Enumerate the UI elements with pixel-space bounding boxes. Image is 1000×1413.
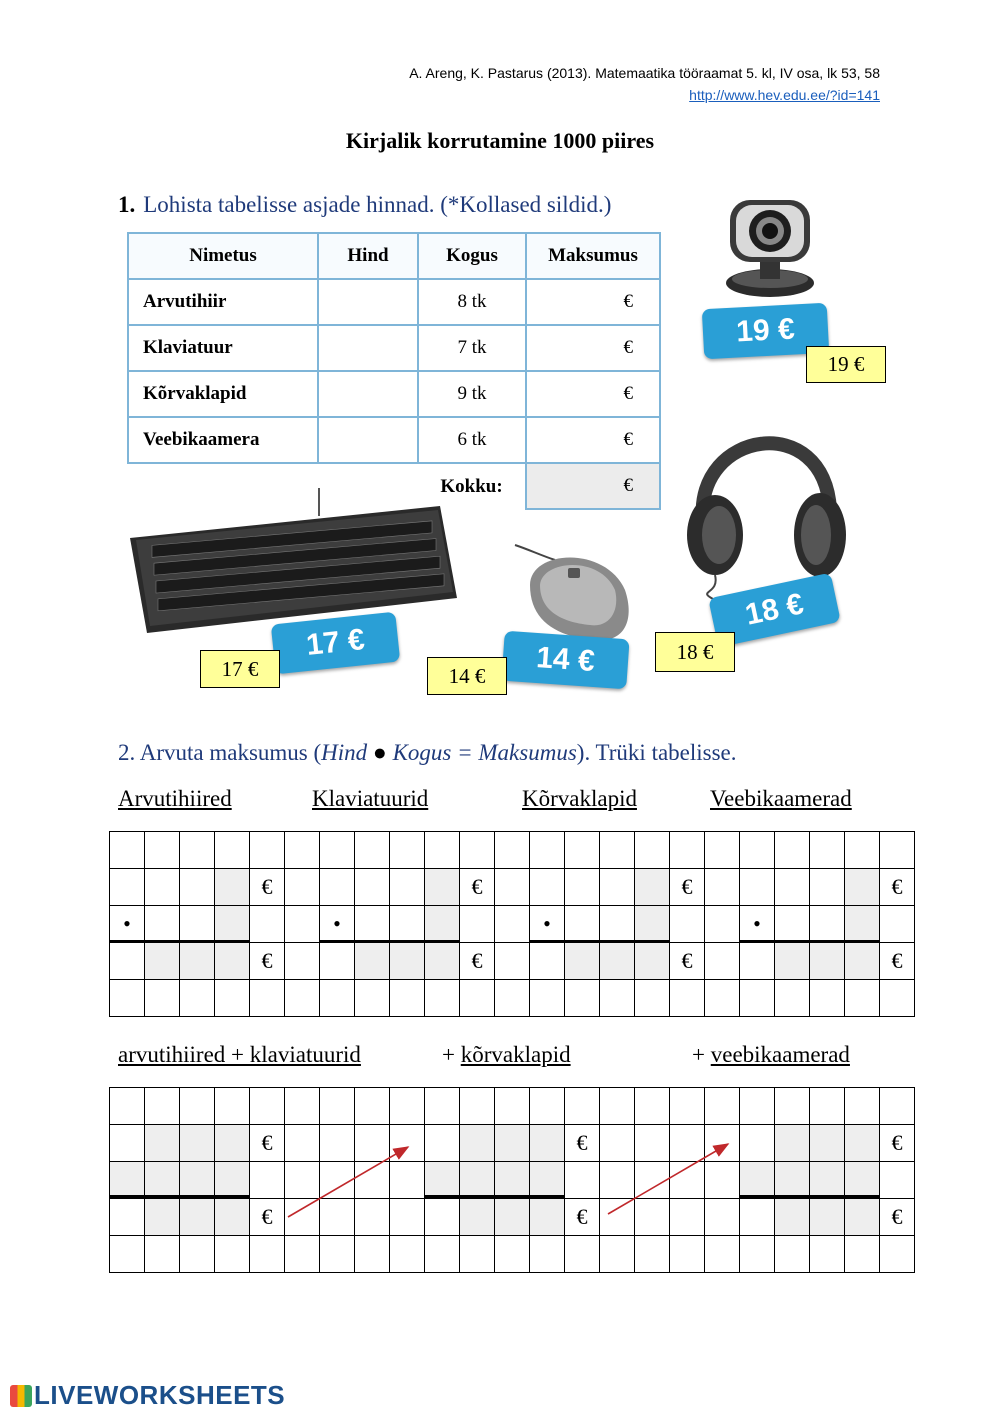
grid-cell[interactable] [775,943,810,980]
grid-cell[interactable] [845,943,880,980]
grid-cell[interactable] [635,869,670,906]
euro-sign: € [565,1199,600,1236]
row-total-cell[interactable]: € [526,371,660,417]
grid-cell[interactable] [285,943,320,980]
grid-cell[interactable] [180,1236,215,1273]
grid-cell[interactable] [110,1125,145,1162]
grid-cell[interactable] [740,869,775,906]
grand-total-cell[interactable]: € [526,463,660,509]
grid-cell[interactable] [250,1236,285,1273]
footer-text: LIVEWORKSHEETS [34,1380,286,1410]
euro-sign: € [880,869,915,906]
euro-sign: € [460,943,495,980]
grid-cell[interactable] [495,943,530,980]
grid-cell[interactable] [810,906,845,943]
grid-cell[interactable] [145,1236,180,1273]
grid-cell[interactable] [775,906,810,943]
price-drop-cell[interactable] [318,417,418,463]
row-total-cell[interactable]: € [526,417,660,463]
formula-total: Maksumus [478,740,577,765]
grid-cell[interactable] [390,980,425,1017]
row-qty: 9 tk [418,371,526,417]
grid-cell[interactable] [180,1088,215,1125]
label-headphones: Kõrvaklapid [522,786,637,811]
grid-cell[interactable] [215,980,250,1017]
grid-cell[interactable] [285,869,320,906]
grid-cell[interactable] [845,1088,880,1125]
col-header-name: Nimetus [128,233,318,279]
grid-row [110,943,915,980]
headphones-answer-box[interactable]: 18 € [655,632,735,672]
grid-cell[interactable] [460,906,495,943]
grid-cell[interactable] [215,906,250,943]
grid-cell[interactable] [740,1199,775,1236]
grid-cell[interactable] [810,1088,845,1125]
grid-cell[interactable] [880,1088,915,1125]
multiplication-grid [109,831,915,1017]
grid-cell[interactable] [705,869,740,906]
row-name: Kõrvaklapid [128,371,318,417]
grid-cell[interactable] [600,1088,635,1125]
grid-cell[interactable] [705,906,740,943]
grid-cell[interactable] [775,832,810,869]
row-name: Veebikaamera [128,417,318,463]
row-name: Klaviatuur [128,325,318,371]
headphones-price-tag: 18 € [708,573,841,648]
grid-cell[interactable] [635,1236,670,1273]
grid-row [110,1088,915,1125]
grid-cell[interactable] [145,1125,180,1162]
carry-arrows [280,1135,740,1225]
grid-row [110,980,915,1017]
grid-cell[interactable] [110,980,145,1017]
row-qty: 8 tk [418,279,526,325]
grid-cell[interactable] [215,1199,250,1236]
grid-cell[interactable] [145,1088,180,1125]
grid-cell[interactable] [390,1236,425,1273]
grid-cell[interactable] [180,943,215,980]
grid-cell[interactable] [390,832,425,869]
carry-arrow [288,1147,408,1217]
grid-cell[interactable] [110,1088,145,1125]
keyboard-price-tag: 17 € [271,612,401,675]
source-link[interactable]: http://www.hev.edu.ee/?id=141 [689,87,880,103]
grid-cell[interactable] [215,832,250,869]
grid-cell[interactable] [705,1236,740,1273]
grid-cell[interactable] [740,1088,775,1125]
grid-cell[interactable] [145,1162,180,1199]
grid-cell[interactable] [495,1236,530,1273]
grid-cell[interactable] [460,832,495,869]
grid-cell[interactable] [180,980,215,1017]
formula-dot: ● [372,740,387,765]
grid-cell[interactable] [285,1236,320,1273]
grid-cell[interactable] [565,1236,600,1273]
result-line [740,940,880,943]
grid-cell[interactable] [775,1125,810,1162]
grid-row [110,832,915,869]
grid-cell[interactable] [320,980,355,1017]
grid-cell[interactable] [880,980,915,1017]
webcam-price-tag: 19 € [702,303,829,359]
task2-heading [118,740,737,766]
webcam-image [720,195,820,303]
task1-heading [118,192,611,218]
grid-cell[interactable] [110,943,145,980]
col-header-total: Maksumus [526,233,660,279]
grid-cell[interactable] [530,943,565,980]
label-mice: Arvutihiired [118,786,232,811]
result-line [109,1195,249,1198]
logo-icon [10,1385,32,1407]
grid-cell[interactable] [880,1236,915,1273]
grid-cell[interactable] [250,906,285,943]
grid-cell[interactable] [110,1162,145,1199]
plus-sign: + [442,1042,455,1067]
grid-cell[interactable] [705,943,740,980]
grid-cell[interactable] [600,906,635,943]
grid-cell[interactable] [670,1088,705,1125]
price-drop-cell[interactable] [318,371,418,417]
task2-suffix: ). Trüki tabelisse. [576,740,737,765]
webcam-answer-box[interactable]: 19 € [806,346,886,383]
grid-cell[interactable] [740,980,775,1017]
row-total-cell[interactable]: € [526,325,660,371]
grid-cell[interactable] [390,906,425,943]
grid-cell[interactable] [810,1236,845,1273]
euro-sign: € [565,1125,600,1162]
grid-cell[interactable] [845,1125,880,1162]
grid-cell[interactable] [250,832,285,869]
table-row [128,325,660,371]
euro-sign: € [250,1199,285,1236]
grid-cell[interactable] [740,832,775,869]
grid-cell[interactable] [355,832,390,869]
row-qty: 7 tk [418,325,526,371]
label-sum-second-wrap [442,1042,571,1068]
grid-cell[interactable] [320,869,355,906]
grid-cell[interactable] [565,869,600,906]
grid-cell[interactable] [565,943,600,980]
grid-cell[interactable] [145,869,180,906]
keyboard-image [122,488,462,633]
grid-cell[interactable] [565,906,600,943]
grid-cell[interactable] [425,832,460,869]
carry-arrow [608,1144,728,1214]
grid-cell[interactable] [565,980,600,1017]
grid-cell[interactable] [775,1088,810,1125]
plus-sign: + [692,1042,705,1067]
grid-cell[interactable] [390,869,425,906]
grid-cell[interactable] [845,1162,880,1199]
grid-cell[interactable] [670,980,705,1017]
formula-price: Hind [321,740,368,765]
grid-cell[interactable] [810,1162,845,1199]
task1-text: Lohista tabelisse asjade hinnad. (*Kollased sildid.) [143,192,612,217]
grid-cell[interactable] [565,1088,600,1125]
grid-cell[interactable] [495,832,530,869]
grid-cell[interactable] [145,943,180,980]
grid-cell[interactable] [460,980,495,1017]
liveworksheets-logo [10,1380,285,1411]
label-webcams: Veebikaamerad [710,786,852,811]
grid-cell[interactable] [285,832,320,869]
grid-cell[interactable] [635,980,670,1017]
grid-cell[interactable] [775,980,810,1017]
grid-cell[interactable] [530,980,565,1017]
grid-cell[interactable] [810,869,845,906]
grid-cell[interactable] [530,1236,565,1273]
grid-cell[interactable] [845,1236,880,1273]
multiply-sign: • [530,906,565,943]
grid-cell[interactable] [600,869,635,906]
grid-cell[interactable] [355,943,390,980]
grid-cell[interactable] [775,1236,810,1273]
grid-row [110,869,915,906]
grid-cell[interactable] [110,1236,145,1273]
price-drop-cell[interactable] [318,279,418,325]
grid-cell[interactable] [320,832,355,869]
grid-cell[interactable] [460,1236,495,1273]
grid-cell[interactable] [845,980,880,1017]
grid-cell[interactable] [355,906,390,943]
grid-cell[interactable] [565,832,600,869]
multiply-sign: • [320,906,355,943]
euro-sign: € [460,869,495,906]
grid-cell[interactable] [495,1088,530,1125]
label-sum-third-wrap [692,1042,850,1068]
grid-cell[interactable] [110,1199,145,1236]
total-label: Kokku: [440,475,503,497]
col-header-qty: Kogus [418,233,526,279]
grid-cell[interactable] [320,1088,355,1125]
grid-cell[interactable] [600,980,635,1017]
grid-cell[interactable] [355,869,390,906]
grid-row [110,906,915,943]
grid-cell[interactable] [180,906,215,943]
multiply-sign: • [110,906,145,943]
mouse-answer-box[interactable]: 14 € [427,657,507,695]
label-sum-second: kõrvaklapid [460,1042,571,1067]
result-line [530,940,670,943]
grid-cell[interactable] [775,869,810,906]
euro-sign: € [880,943,915,980]
grid-cell[interactable] [425,980,460,1017]
grid-cell[interactable] [425,1088,460,1125]
result-line [109,940,249,943]
euro-sign: € [880,1125,915,1162]
grid-cell[interactable] [880,1162,915,1199]
euro-sign: € [250,1125,285,1162]
grid-cell[interactable] [775,1199,810,1236]
table-row [128,279,660,325]
grid-cell[interactable] [180,1162,215,1199]
grid-cell[interactable] [880,906,915,943]
grid-row [110,1236,915,1273]
grid-cell[interactable] [180,869,215,906]
grid-cell[interactable] [530,832,565,869]
col-header-price: Hind [318,233,418,279]
grid-cell[interactable] [285,906,320,943]
row-qty: 6 tk [418,417,526,463]
grid-cell[interactable] [145,980,180,1017]
label-sum-first: arvutihiired + klaviatuurid [118,1042,361,1067]
grid-cell[interactable] [705,1088,740,1125]
grid-cell[interactable] [460,1088,495,1125]
grid-cell[interactable] [670,906,705,943]
grid-cell[interactable] [110,832,145,869]
table-row [128,417,660,463]
grid-cell[interactable] [810,1125,845,1162]
grid-cell[interactable] [530,869,565,906]
euro-sign: € [880,1199,915,1236]
multiply-sign: • [740,906,775,943]
grid-cell[interactable] [810,980,845,1017]
grid-cell[interactable] [670,832,705,869]
price-drop-cell[interactable] [318,325,418,371]
grid-cell[interactable] [145,832,180,869]
grid-cell[interactable] [215,869,250,906]
grid-cell[interactable] [495,869,530,906]
keyboard-answer-box[interactable]: 17 € [200,650,280,688]
grid-cell[interactable] [810,832,845,869]
grid-cell[interactable] [845,832,880,869]
grid-cell[interactable] [425,869,460,906]
grid-cell[interactable] [110,869,145,906]
headphones-image [675,400,855,600]
grid-cell[interactable] [635,906,670,943]
grid-cell[interactable] [635,832,670,869]
grid-cell[interactable] [285,980,320,1017]
result-line [320,940,460,943]
grid-cell[interactable] [880,832,915,869]
grid-cell[interactable] [425,1236,460,1273]
grid-cell[interactable] [250,1088,285,1125]
table-row [128,371,660,417]
grid-cell[interactable] [320,1236,355,1273]
grid-cell[interactable] [145,906,180,943]
grid-cell[interactable] [250,980,285,1017]
grid-cell[interactable] [145,1199,180,1236]
mouse-price-tag: 14 € [501,631,629,690]
grid-cell[interactable] [215,943,250,980]
result-line [740,1195,880,1198]
formula-qty: Kogus [392,740,452,765]
grid-cell[interactable] [740,1125,775,1162]
grid-cell[interactable] [600,832,635,869]
grid-cell[interactable] [355,1088,390,1125]
grid-cell[interactable] [845,1199,880,1236]
euro-sign: € [670,869,705,906]
grid-cell[interactable] [845,869,880,906]
price-table [127,232,661,510]
grid-cell[interactable] [600,1236,635,1273]
grid-cell[interactable] [355,1236,390,1273]
grid-cell[interactable] [600,943,635,980]
grid-cell[interactable] [635,1088,670,1125]
grid-cell[interactable] [740,1236,775,1273]
euro-sign: € [670,943,705,980]
label-sum-third: veebikaamerad [710,1042,850,1067]
grid-cell[interactable] [810,943,845,980]
grid-cell[interactable] [215,1125,250,1162]
citation-text: A. Areng, K. Pastarus (2013). Matemaatika tööraamat 5. kl, IV osa, lk 53, 58 [409,65,880,81]
row-name: Arvutihiir [128,279,318,325]
grid-cell[interactable] [180,1199,215,1236]
row-total-cell[interactable]: € [526,279,660,325]
grid-cell[interactable] [705,980,740,1017]
source-citation [409,62,880,106]
grid-cell[interactable] [180,1125,215,1162]
grid-cell[interactable] [670,1236,705,1273]
grid-cell[interactable] [285,1088,320,1125]
grid-cell[interactable] [355,980,390,1017]
grid-cell[interactable] [495,906,530,943]
grid-cell[interactable] [425,943,460,980]
euro-sign: € [250,869,285,906]
label-keyboards: Klaviatuurid [312,786,429,811]
grid-cell[interactable] [530,1088,565,1125]
grid-cell[interactable] [705,832,740,869]
grid-cell[interactable] [390,1088,425,1125]
grid-cell[interactable] [215,1088,250,1125]
grid-cell[interactable] [215,1162,250,1199]
grid-cell[interactable] [845,906,880,943]
euro-sign: € [250,943,285,980]
grid-cell[interactable] [635,943,670,980]
grid-cell[interactable] [740,943,775,980]
grid-cell[interactable] [425,906,460,943]
grid-cell[interactable] [740,1162,775,1199]
grid-cell[interactable] [180,832,215,869]
page-title: Kirjalik korrutamine 1000 piires [345,128,655,153]
task1-number: 1. [118,192,136,217]
formula-eq: = [457,740,473,765]
grid-cell[interactable] [320,943,355,980]
grid-cell[interactable] [775,1162,810,1199]
grid-cell[interactable] [495,980,530,1017]
grid-cell[interactable] [390,943,425,980]
task2-prefix: 2. Arvuta maksumus ( [118,740,322,765]
grid-cell[interactable] [810,1199,845,1236]
grid-cell[interactable] [215,1236,250,1273]
